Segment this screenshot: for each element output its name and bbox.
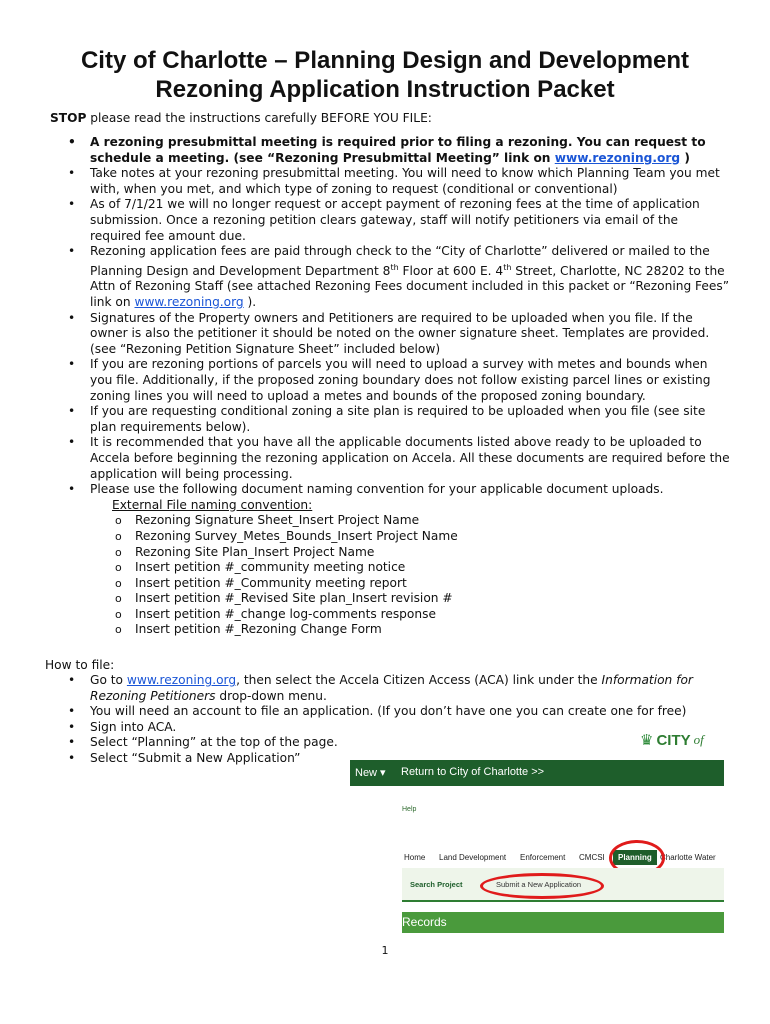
submit-new-application-link[interactable]: Submit a New Application [496,880,582,889]
naming-item: o Insert petition #_community meeting notice [135,560,730,576]
help-link[interactable]: Help [402,806,417,813]
naming-list [90,513,730,638]
aca-top-bar [350,760,724,786]
list-item: • Rezoning application fees are paid through check to the “City of Charlotte” delivered or mailed to the Planning Design and Development Department 8th Floor at 600 E. 4th Street, Charlotte, NC 28202 to the Attn of Rezoning Staff (see attached Rezoning Fees document included in this packet or “Rezoning Fees” link on www.rezoning.org ). [90,244,730,310]
rezoning-link[interactable]: www.rezoning.org [554,150,681,165]
list-item: • If you are requesting conditional zoning a site plan is required to be uploaded when you file (see site plan requirements below). [90,404,730,435]
stop-label: STOP [50,111,87,125]
title-line-2: Rezoning Application Instruction Packet [155,76,615,103]
list-item: • A rezoning presubmittal meeting is required prior to filing a rezoning. You can request to schedule a meeting. (see “Rezoning Presubmittal Meeting” link on www.rezoning.org ) [90,135,730,166]
nav-land-development[interactable]: Land Development [439,853,507,862]
instruction-list [90,135,730,638]
new-menu-button[interactable]: New ▾ [355,767,386,779]
naming-convention-title: External File naming convention: [112,497,313,512]
list-item: • Please use the following document naming convention for your applicable document uploads. External File naming convention: o Rezoning Signature Sheet_Insert Project Name o Rezoning Survey_Metes_Bounds_Insert Project Name o Rezoning Site Plan_Insert Project Name o Insert petition #_community meeting notice o Insert petition #_Community meeting report o Insert petition #_Revised Site plan_Insert revision # o Insert petition #_change log-comments response o Insert petition #_Rezoning Change Form [90,482,730,638]
list-item: • If you are rezoning portions of parcels you will need to upload a survey with metes and bounds when you file. Additionally, if the proposed zoning boundary does not follow existing parcel lines or existing zoning lines you will need to upload a metes and bounds of the proposed zoning boundary. [90,357,730,404]
logo-of: of [693,732,704,747]
naming-item: o Rezoning Site Plan_Insert Project Name [135,545,730,561]
list-item: • Signatures of the Property owners and Petitioners are required to be uploaded when you file. If the owner is also the petitioner it should be noted on the owner signature sheet. Templates are provided. (see “Rezoning Petition Signature Sheet” included below) [90,311,730,358]
how-to-list [90,673,730,767]
list-item: • As of 7/1/21 we will no longer request or accept payment of rezoning fees at the time of application submission. Once a rezoning petition clears gateway, staff will notify petitioners via email of the required fee amount due. [90,197,730,244]
list-item: • Sign into ACA. [90,720,730,736]
submit-highlight-circle [480,873,604,899]
naming-item: o Rezoning Signature Sheet_Insert Project Name [135,513,730,529]
divider [402,900,724,902]
nav-planning[interactable]: Planning [613,850,657,865]
list-item: • Select “Submit a New Application” [90,751,730,767]
nav-cmcsi[interactable]: CMCSI [579,853,605,862]
document-title [0,46,770,104]
crown-icon: ♛ [640,731,654,749]
logo-word: CITY [656,731,691,749]
city-of-charlotte-logo [640,731,704,749]
naming-item: o Insert petition #_Community meeting report [135,576,730,592]
title-line-1: City of Charlotte – Planning Design and Development [80,47,690,74]
stop-text: please read the instructions carefully BEFORE YOU FILE: [86,111,432,125]
list-item: • Go to www.rezoning.org, then select the Accela Citizen Access (ACA) link under the Information for Rezoning Petitioners drop-down menu. [90,673,730,704]
nav-enforcement[interactable]: Enforcement [520,853,566,862]
list-item: • Select “Planning” at the top of the page. [90,735,730,751]
naming-item: o Insert petition #_Rezoning Change Form [135,622,730,638]
rezoning-fees-link[interactable]: www.rezoning.org [134,295,244,309]
page-number: 1 [381,944,389,957]
records-header: Records [402,912,724,933]
nav-home[interactable]: Home [404,853,426,862]
return-link[interactable]: Return to City of Charlotte >> [401,766,545,778]
aca-nav [402,850,724,868]
list-item: • You will need an account to file an application. (If you don’t have one you can create one for free) [90,704,730,720]
naming-item: o Rezoning Survey_Metes_Bounds_Insert Project Name [135,529,730,545]
aca-screenshot [350,760,724,933]
naming-item: o Insert petition #_change log-comments response [135,607,730,623]
naming-item: o Insert petition #_Revised Site plan_Insert revision # [135,591,730,607]
list-item: • Take notes at your rezoning presubmittal meeting. You will need to know which Planning Team you met with, when you met, and which type of zoning to request (conditional or conventional) [90,166,730,197]
how-to-file-heading: How to file: [45,658,115,672]
search-project-link[interactable]: Search Project [410,880,463,889]
stop-instruction [50,111,432,127]
nav-charlotte-water[interactable]: Charlotte Water [660,853,716,862]
list-item: • It is recommended that you have all the applicable documents listed above ready to be uploaded to Accela before beginning the rezoning application on Accela. All these documents are required before the application will being processing. [90,435,730,482]
rezoning-link[interactable]: www.rezoning.org [126,673,237,687]
